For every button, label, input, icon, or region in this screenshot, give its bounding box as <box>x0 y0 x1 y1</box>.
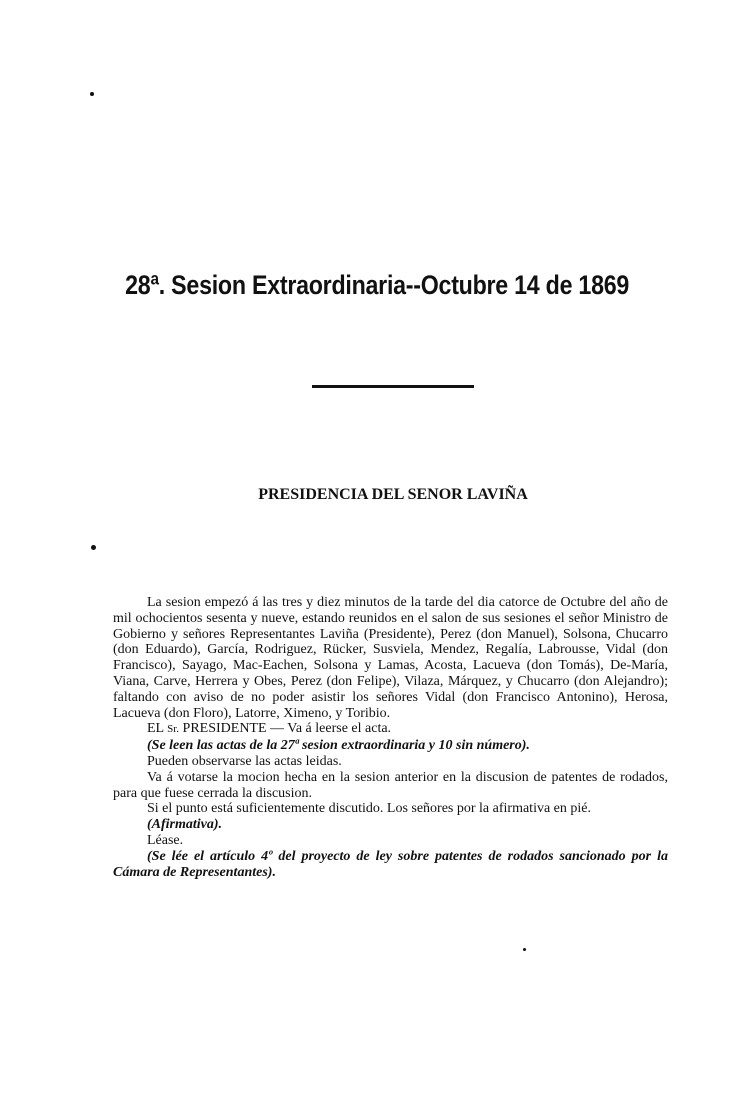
speaker-prefix: EL <box>147 721 164 737</box>
vote-question: Si el punto está suficientemente discutido. Los señores por la afirmativa en pié. <box>147 801 591 817</box>
presidency-heading: PRESIDENCIA DEL SENOR LAVIÑA <box>258 486 528 503</box>
vote-result: (Afirmativa). <box>147 817 223 833</box>
session-title: 28ª. Sesion Extraordinaria--Octubre 14 de 1869 <box>125 270 630 300</box>
session-minutes <box>113 595 668 880</box>
ink-speck <box>90 92 94 96</box>
motion-vote-paragraph: Va á votarse la mocion hecha en la sesion anterior en la discusion de patentes de rodados, para que fuese cerrada la discusion. <box>113 769 668 801</box>
article-read-note: (Se lée el artículo 4º del proyecto de ley sobre patentes de rodados sancionado por la Cámara de Representantes). <box>113 848 668 880</box>
minutes-read-note: (Se leen las actas de la 27ª sesion extraordinaria y 10 sin número). <box>147 738 530 754</box>
president-statement <box>113 721 668 738</box>
ink-speck <box>91 545 96 550</box>
speaker-title: Sr. <box>167 723 180 736</box>
speaker-line: PRESIDENTE — Va á leerse el acta. <box>182 721 392 737</box>
opening-paragraph: La sesion empezó á las tres y diez minutos de la tarde del dia catorce de Octubre del año de mil ochocientos sesenta y nueve, estando reunidos en el salon de sus sesiones el señor Ministro de Gobierno y señores Representantes Laviña (Presidente), Perez (don Manuel), Solsona, Chucarro (don Eduardo), García, Rodriguez, Rücker, Susviela, Mendez, Regalía, Labrousse, Vidal (don Francisco), Sayago, Mac-Eachen, Solsona y Lamas, Acosta, Lacueva (don Tomás), De-María, Viana, Carve, Herrera y Obes, Perez (don Felipe), Vilaza, Márquez, y Chucarro (don Alejandro); faltando con aviso de no poder asistir los señores Vidal (don Francisco Antonino), Herosa, Lacueva (don Floro), Latorre, Ximeno, y Toribio. <box>113 595 668 721</box>
read-instruction: Léase. <box>147 832 184 848</box>
observe-minutes-line: Pueden observarse las actas leidas. <box>147 753 342 769</box>
title-divider <box>312 385 474 388</box>
ink-speck <box>523 948 526 951</box>
